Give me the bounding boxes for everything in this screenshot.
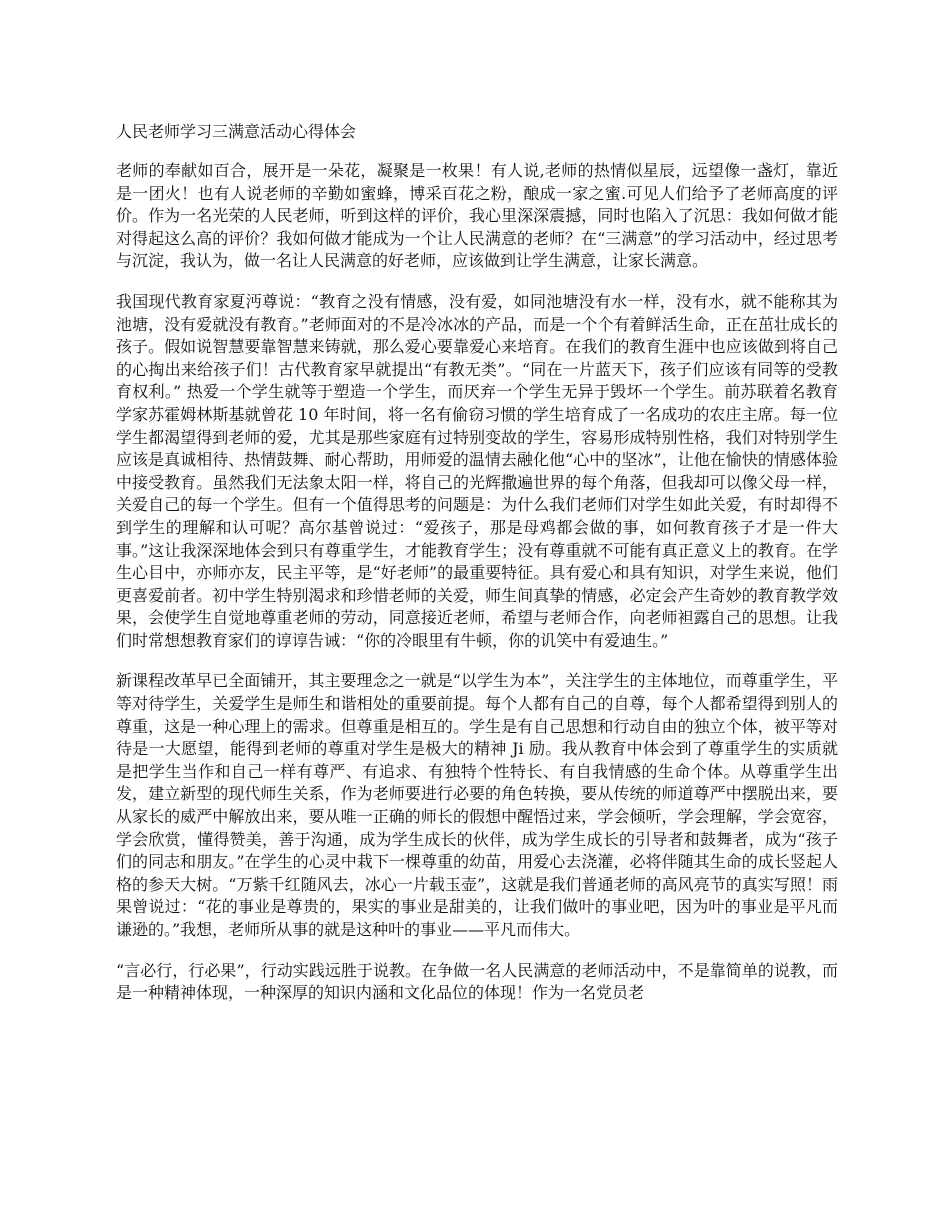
paragraph-3: 新课程改革早已全面铺开，其主要理念之一就是“以学生为本”，关注学生的主体地位，而尊重学生，平等对待学生，关爱学生是师生和谐相处的重要前提。每个人都有自己的自尊，每个人都希望得到别人的尊重，这是一种心理上的需求。但尊重是相互的。学生是有自己思想和行动自由的独立个体，被平等对待是一大愿望，能得到老师的尊重对学生是极大的精神 Ji 励。我从教育中体会到了尊重学生的实质就是把学生当作和自己一样有尊严、有追求、有独特个性特长、有自我情感的生命个体。从尊重学生出发，建立新型的现代师生关系，作为老师要进行必要的角色转换，要从传统的师道尊严中摆脱出来，要从家长的威严中解放出来，要从唯一正确的师长的假想中醒悟过来，学会倾听，学会理解，学会宽容，学会欣赏，懂得赞美，善于沟通，成为学生成长的伙伴，成为学生成长的引导者和鼓舞者，成为“孩子们的同志和朋友。”在学生的心灵中栽下一棵尊重的幼苗，用爱心去浇灌，必将伴随其生命的成长竖起人格的参天大树。“万紫千红随风去，冰心一片载玉壶”，这就是我们普通老师的高风亮节的真实写照！雨果曾说过：“花的事业是尊贵的，果实的事业是甜美的，让我们做叶的事业吧，因为叶的事业是平凡而谦逊的。”我想，老师所从事的就是这种叶的事业——平凡而伟大。 [116, 671, 838, 939]
document-page [116, 121, 838, 1023]
paragraph-1: 老师的奉献如百合，展开是一朵花，凝聚是一枚果！有人说,老师的热情似星辰，远望像一盏灯，靠近是一团火！也有人说老师的辛勤如蜜蜂，博采百花之粉，酿成一家之蜜.可见人们给予了老师高度的评价。作为一名光荣的人民老师，听到这样的评价，我心里深深震撼，同时也陷入了沉思：我如何做才能对得起这么高的评价？我如何做才能成为一个让人民满意的老师？在“三满意”的学习活动中，经过思考与沉淀，我认为，做一名让人民满意的好老师，应该做到让学生满意，让家长满意。 [116, 161, 838, 271]
paragraph-4: “言必行，行必果”，行动实践远胜于说教。在争做一名人民满意的老师活动中，不是靠简单的说教，而是一种精神体现，一种深厚的知识内涵和文化品位的体现！作为一名党员老 [116, 960, 838, 1003]
document-title: 人民老师学习三满意活动心得体会 [116, 122, 357, 141]
paragraph-2: 我国现代教育家夏沔尊说：“教育之没有情感，没有爱，如同池塘没有水一样，没有水，就不能称其为池塘，没有爱就没有教育。”老师面对的不是冷冰冰的产品，而是一个个有着鲜活生命，正在茁壮成长的孩子。假如说智慧要靠智慧来铸就，那么爱心要靠爱心来培育。在我们的教育生涯中也应该做到将自己的心掏出来给孩子们！古代教育家早就提出“有教无类”。“同在一片蓝天下，孩子们应该有同等的受教育权利。” 热爱一个学生就等于塑造一个学生，而厌弃一个学生无异于毁坏一个学生。前苏联着名教育学家苏霍姆林斯基就曾花 10 年时间，将一名有偷窃习惯的学生培育成了一名成功的农庄主席。每一位学生都渴望得到老师的爱，尤其是那些家庭有过特别变故的学生，容易形成特别性格，我们对特别学生应该是真诚相待、热情鼓舞、耐心帮助，用师爱的温情去融化他“心中的坚冰”，让他在愉快的情感体验中接受教育。虽然我们无法象太阳一样，将自己的光辉撒遍世界的每个角落，但我却可以像父母一样，关爱自己的每一个学生。但有一个值得思考的问题是：为什么我们老师们对学生如此关爱，有时却得不到学生的理解和认可呢？高尔基曾说过：“爱孩子，那是母鸡都会做的事，如何教育孩子才是一件大事。”这让我深深地体会到只有尊重学生，才能教育学生；没有尊重就不可能有真正意义上的教育。在学生心目中，亦师亦友，民主平等，是“好老师”的最重要特征。具有爱心和具有知识，对学生来说，他们更喜爱前者。初中学生特别渴求和珍惜老师的关爱，师生间真挚的情感，必定会产生奇妙的教育教学效果，会使学生自觉地尊重老师的劳动，同意接近老师，希望与老师合作，向老师袒露自己的思想。让我们时常想想教育家们的谆谆告诫：“你的冷眼里有牛顿，你的讥笑中有爱迪生。” [116, 291, 838, 650]
